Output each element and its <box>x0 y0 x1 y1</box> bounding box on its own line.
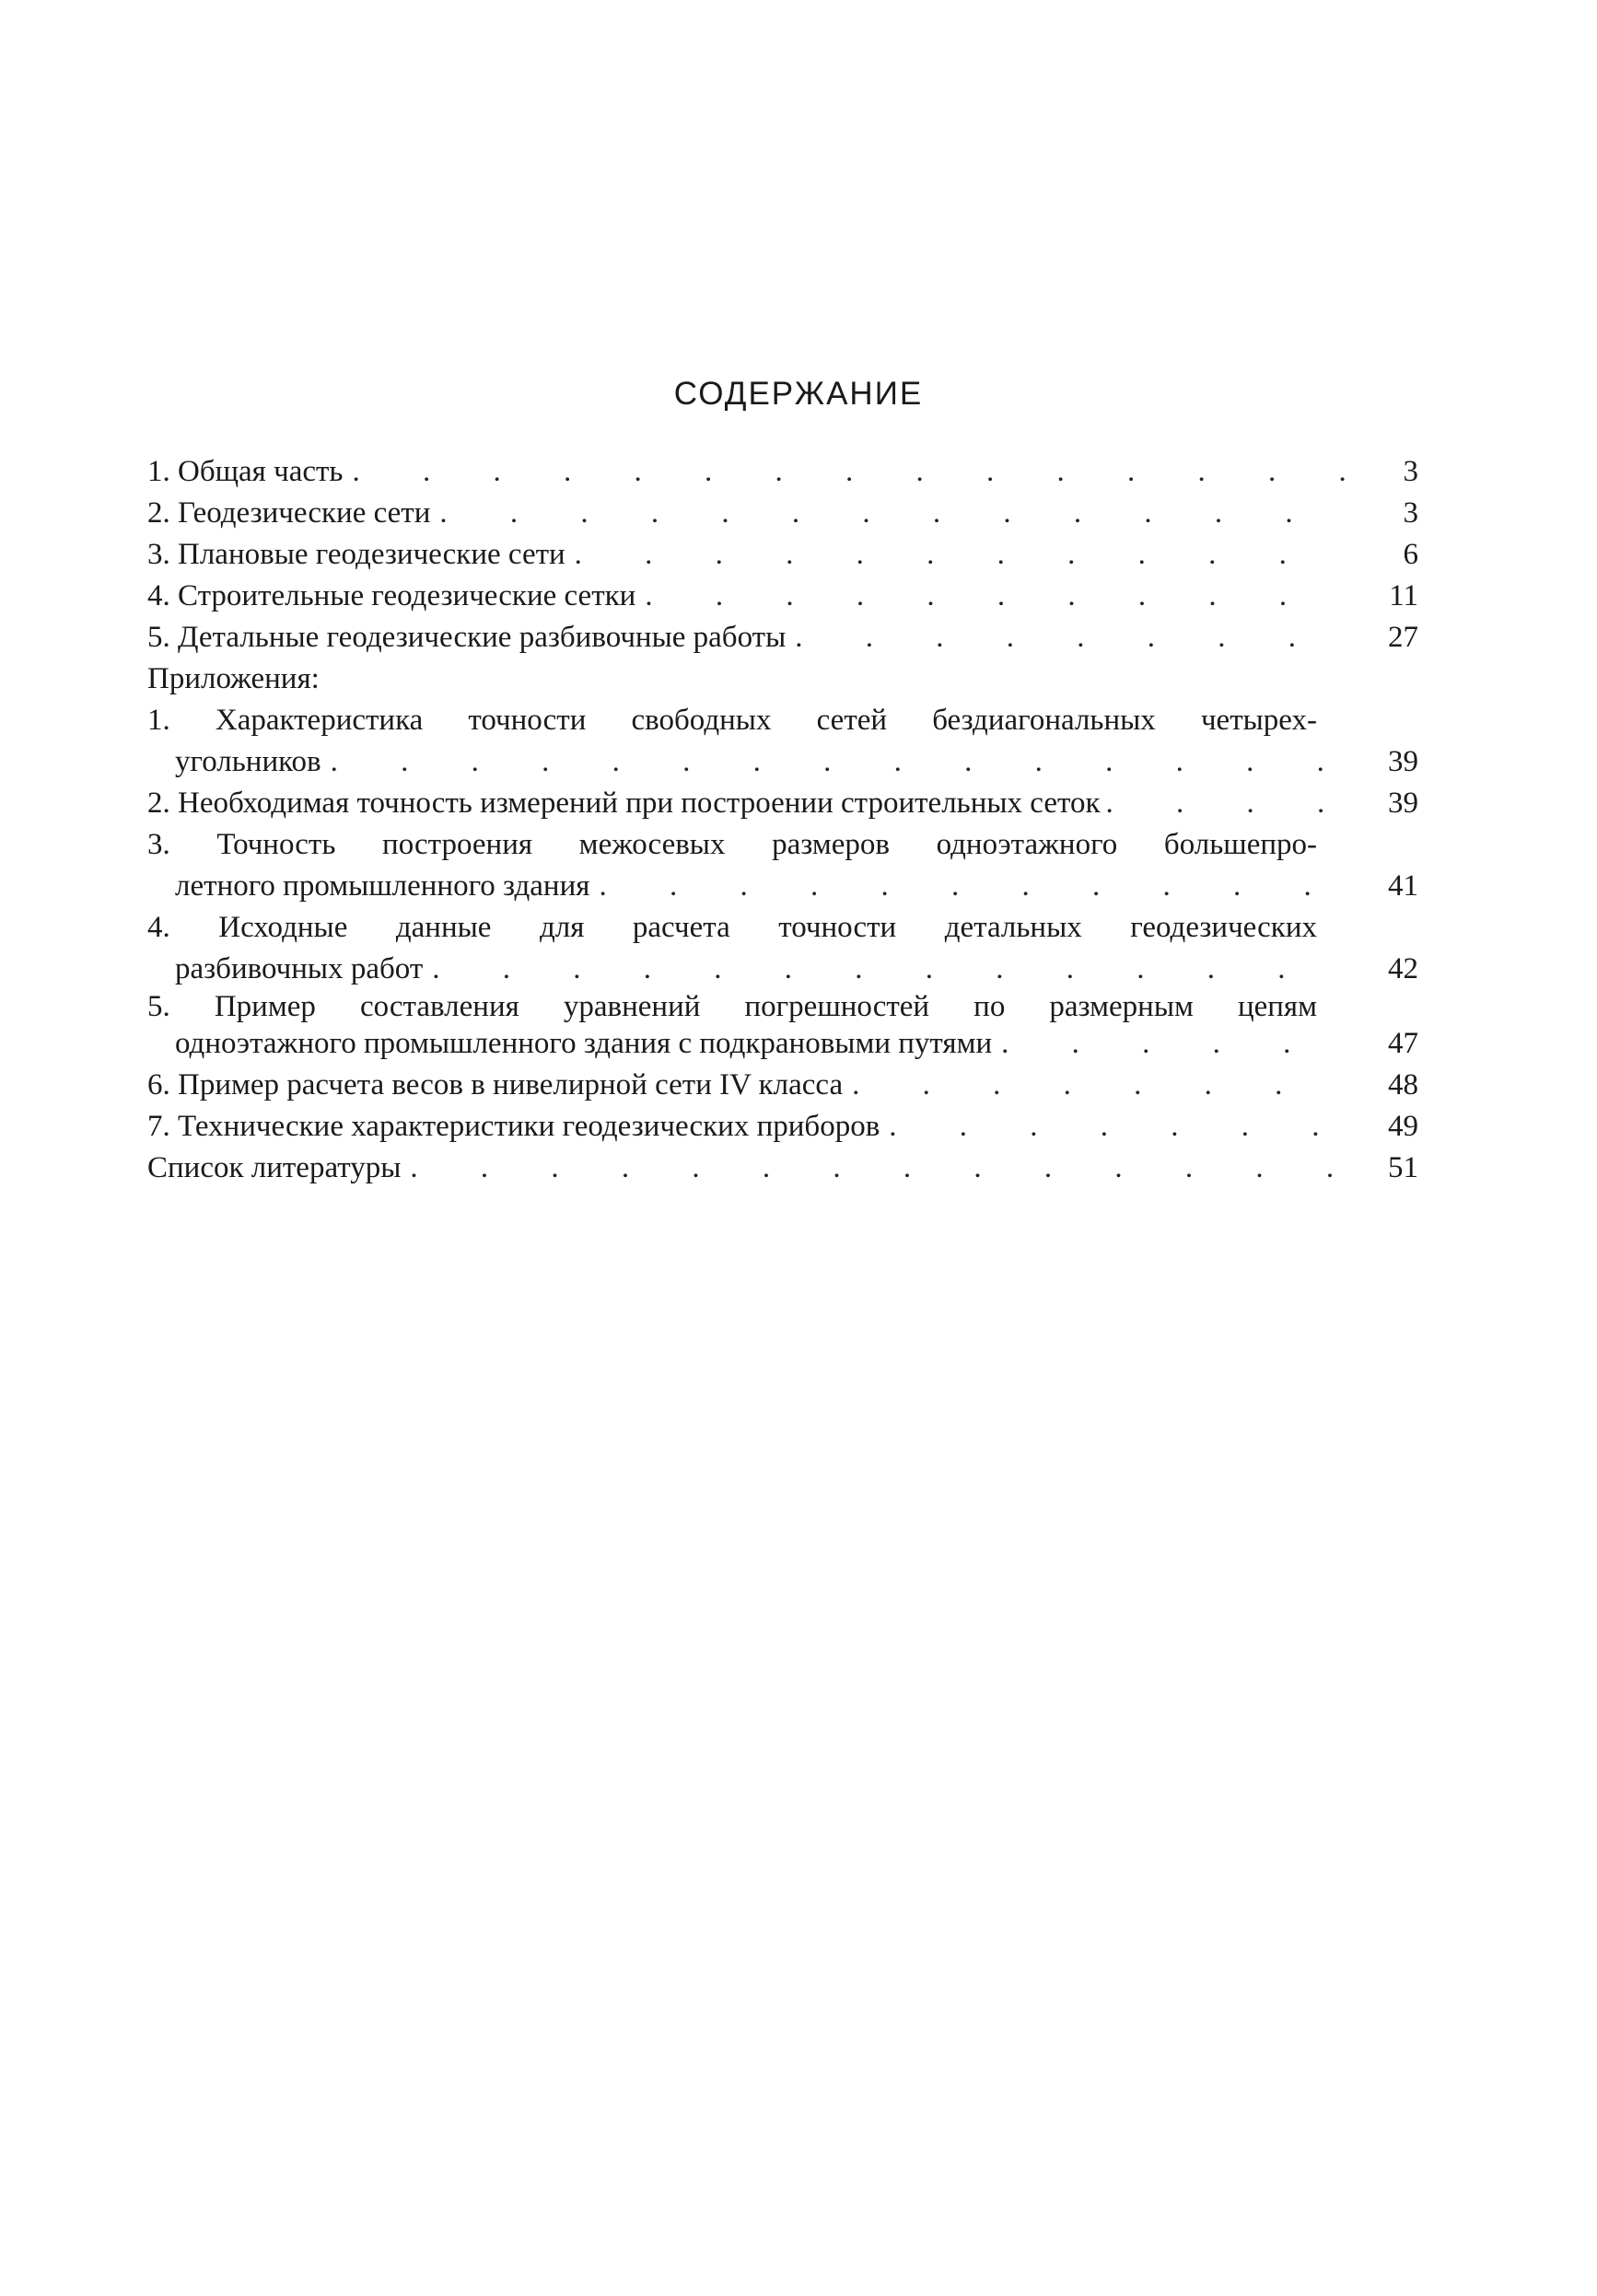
appendix-entry-7[interactable] <box>147 1106 1418 1148</box>
bibliography-entry[interactable] <box>147 1148 1418 1189</box>
toc-entry-label: 4. Строительные геодезические сетки <box>147 579 636 612</box>
dot-leader <box>439 493 1345 534</box>
toc-entry-label: летного промышленного здания <box>175 869 590 903</box>
appendix-4-line1: 4. Исходные данные для расчета точности детальных геодезических <box>147 911 1317 944</box>
toc-entry-label: 3. Плановые геодезические сети <box>147 538 565 571</box>
toc-entry-4[interactable] <box>147 576 1418 617</box>
toc-entry-page: 41 <box>1388 869 1418 903</box>
appendix-1-line1: 1. Характеристика точности свободных сетей бездиагональных четырех- <box>147 704 1317 737</box>
appendix-entry-1[interactable] <box>147 741 1418 783</box>
toc-entry-page: 39 <box>1388 787 1418 820</box>
dot-leader <box>795 617 1345 658</box>
dot-leader <box>599 866 1345 907</box>
dot-leader <box>432 949 1345 990</box>
toc-entry-label: 5. Детальные геодезические разбивочные работы <box>147 621 787 654</box>
dot-leader <box>889 1106 1345 1148</box>
toc-entry-5[interactable] <box>147 617 1418 658</box>
toc-entry-label: одноэтажного промышленного здания с подкрановыми путями <box>175 1027 993 1060</box>
toc-entry-page: 39 <box>1388 745 1418 778</box>
toc-entry-label: разбивочных работ <box>175 952 424 985</box>
toc-entry-label: 2. Необходимая точность измерений при построении строительных сеток <box>147 787 1101 820</box>
dot-leader <box>645 576 1345 617</box>
appendix-3-line1: 3. Точность построения межосевых размеров одноэтажного большепро- <box>147 828 1317 861</box>
appendix-entry-2[interactable] <box>147 783 1418 824</box>
toc-entry-page: 27 <box>1388 621 1418 654</box>
toc-entry-label: 2. Геодезические сети <box>147 496 431 530</box>
toc-entry-page: 47 <box>1388 1027 1418 1060</box>
appendix-entry-3[interactable] <box>147 866 1418 907</box>
dot-leader <box>852 1065 1345 1106</box>
toc-entry-page: 51 <box>1388 1151 1418 1184</box>
toc-entry-label: угольников <box>175 745 321 778</box>
toc-entry-3[interactable] <box>147 534 1418 576</box>
appendix-5-line1: 5. Пример составления уравнений погрешностей по размерным цепям <box>147 990 1317 1023</box>
dot-leader <box>352 451 1345 493</box>
appendix-entry-4[interactable] <box>147 949 1418 990</box>
toc-entry-page: 3 <box>1403 496 1418 530</box>
toc-entry-page: 3 <box>1403 455 1418 488</box>
toc-entry-page: 42 <box>1388 952 1418 985</box>
toc-entry-page: 48 <box>1388 1068 1418 1101</box>
toc-entry-label: 6. Пример расчета весов в нивелирной сети IV класса <box>147 1068 844 1101</box>
page-title: СОДЕРЖАНИЕ <box>673 376 924 412</box>
dot-leader <box>1001 1023 1345 1065</box>
toc-entry-1[interactable] <box>147 451 1418 493</box>
toc-entry-2[interactable] <box>147 493 1418 534</box>
toc-entry-page: 6 <box>1403 538 1418 571</box>
appendix-entry-6[interactable] <box>147 1065 1418 1106</box>
toc-entry-page: 11 <box>1389 579 1418 612</box>
toc-entry-label: 7. Технические характеристики геодезических приборов <box>147 1110 880 1143</box>
dot-leader <box>575 534 1345 576</box>
appendix-heading: Приложения: <box>147 662 320 695</box>
toc-entry-label: 1. Общая часть <box>147 455 344 488</box>
toc-entry-page: 49 <box>1388 1110 1418 1143</box>
appendix-entry-5[interactable] <box>147 1023 1418 1065</box>
dot-leader <box>331 741 1345 783</box>
dot-leader <box>1106 783 1348 824</box>
dot-leader <box>410 1148 1345 1189</box>
toc-entry-label: Список литературы <box>147 1151 402 1184</box>
table-of-contents <box>147 451 1418 1189</box>
